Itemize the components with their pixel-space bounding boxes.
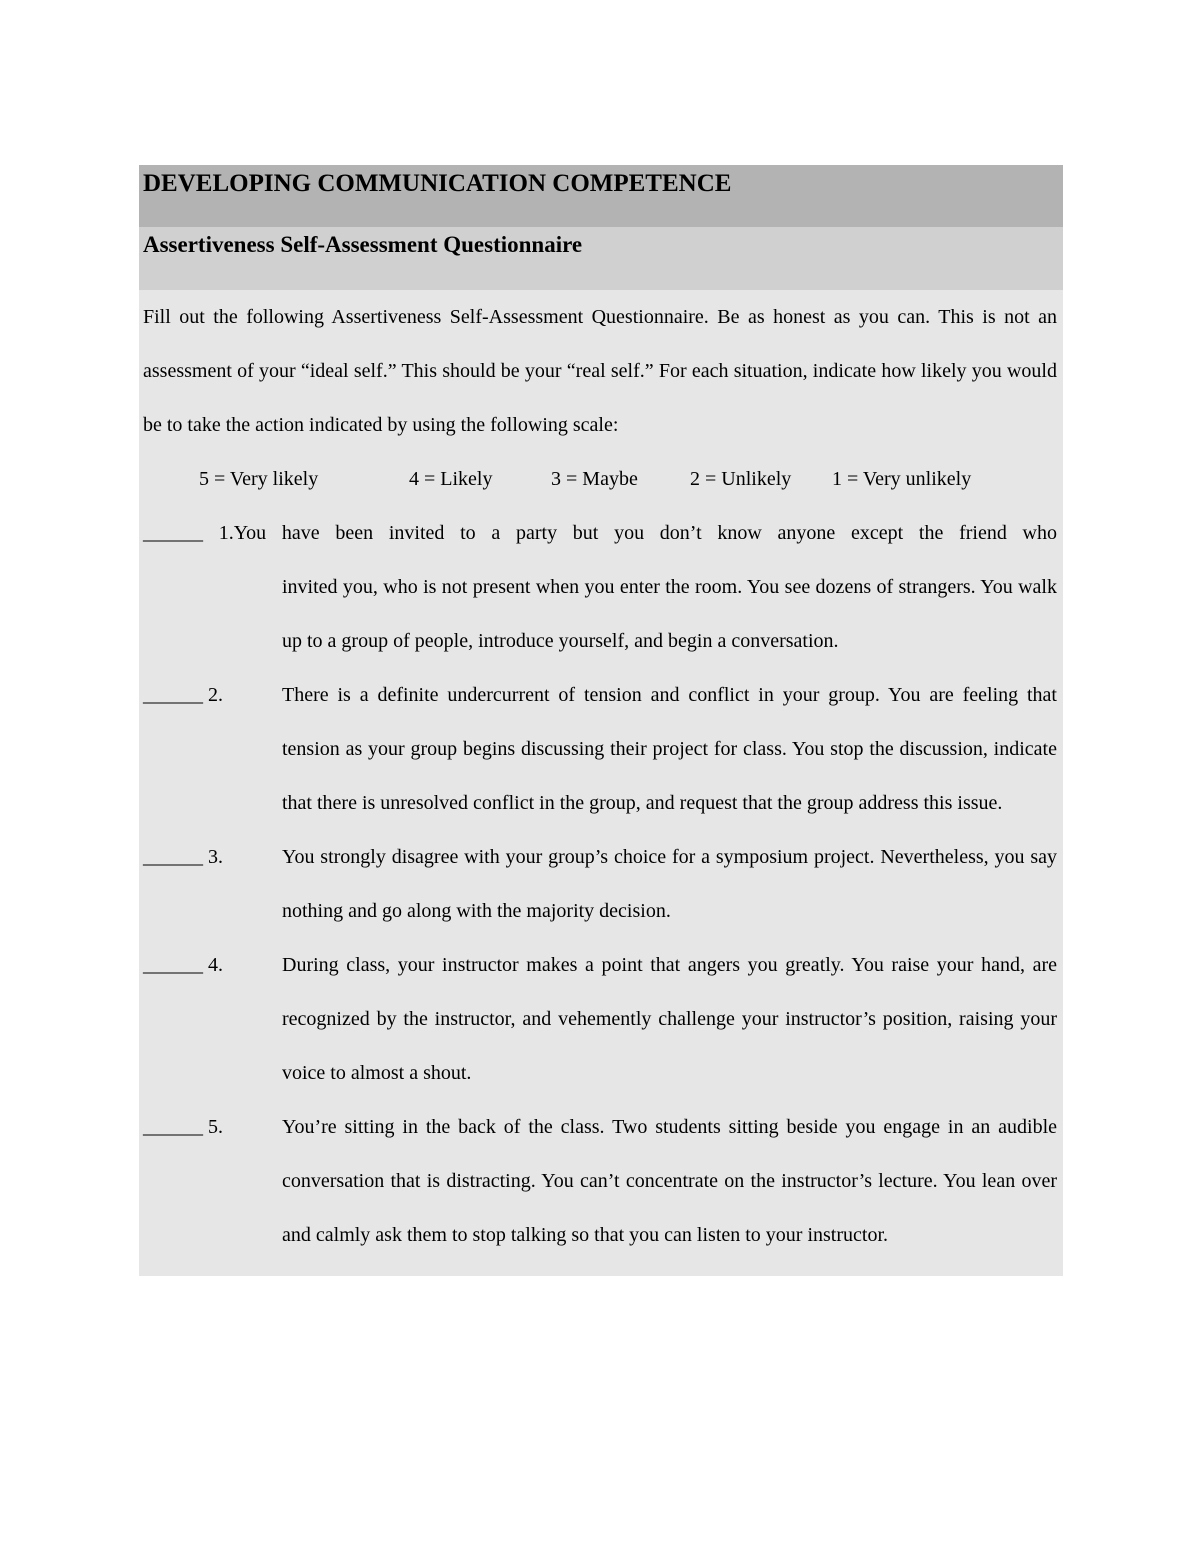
scale-option: 5 = Very likely (199, 468, 319, 490)
rating-scale (143, 452, 1057, 506)
document-title: DEVELOPING COMMUNICATION COMPETENCE (139, 165, 1063, 227)
question-5-text: You’re sitting in the back of the class. Two students sitting beside you engage in an audible conversation that is distracting. You can’t concentrate on the instructor’s lecture. You lean over and calmly ask them to stop talking so that you can listen to your instructor. (282, 1116, 1057, 1246)
questionnaire-body (139, 290, 1063, 1276)
answer-blank-5[interactable]: ______ 5. (143, 1116, 223, 1138)
answer-blank-3[interactable]: ______ 3. (143, 846, 223, 868)
intro-paragraph: Fill out the following Assertiveness Self-Assessment Questionnaire. Be as honest as you can. This is not an assessment of your “ideal self.” This should be your “real self.” For each situation, indicate how likely you would be to take the action indicated by using the following scale: (143, 306, 1057, 436)
question-2-text: There is a definite undercurrent of tension and conflict in your group. You are feeling that tension as your group begins discussing their project for class. You stop the discussion, indicate that there is unresolved conflict in the group, and request that the group address this issue. (282, 684, 1057, 814)
answer-blank-4[interactable]: ______ 4. (143, 954, 223, 976)
question-item-5 (143, 1100, 1057, 1262)
answer-blank-2[interactable]: ______ 2. (143, 684, 223, 706)
question-1-text: invited you, who is not present when you enter the room. You see dozens of strangers. You walk up to a group of people, introduce yourself, and begin a conversation. (282, 576, 1057, 652)
document-subtitle: Assertiveness Self-Assessment Questionnaire (139, 227, 1063, 290)
document-page (139, 165, 1063, 1276)
scale-option: 3 = Maybe (551, 468, 638, 490)
question-1-first-line: ______ 1.You have been invited to a party but you don’t know anyone except the friend who (143, 522, 1057, 544)
question-item-1 (143, 506, 1057, 668)
scale-option: 4 = Likely (409, 468, 493, 490)
scale-option: 2 = Unlikely (690, 468, 792, 490)
question-item-4 (143, 938, 1057, 1100)
question-item-2 (143, 668, 1057, 830)
question-item-3 (143, 830, 1057, 938)
scale-option: 1 = Very unlikely (832, 468, 972, 490)
question-3-text: You strongly disagree with your group’s choice for a symposium project. Nevertheless, you say nothing and go along with the majority decision. (282, 846, 1057, 922)
question-4-text: During class, your instructor makes a point that angers you greatly. You raise your hand, are recognized by the instructor, and vehemently challenge your instructor’s position, raising your voice to almost a shout. (282, 954, 1057, 1084)
